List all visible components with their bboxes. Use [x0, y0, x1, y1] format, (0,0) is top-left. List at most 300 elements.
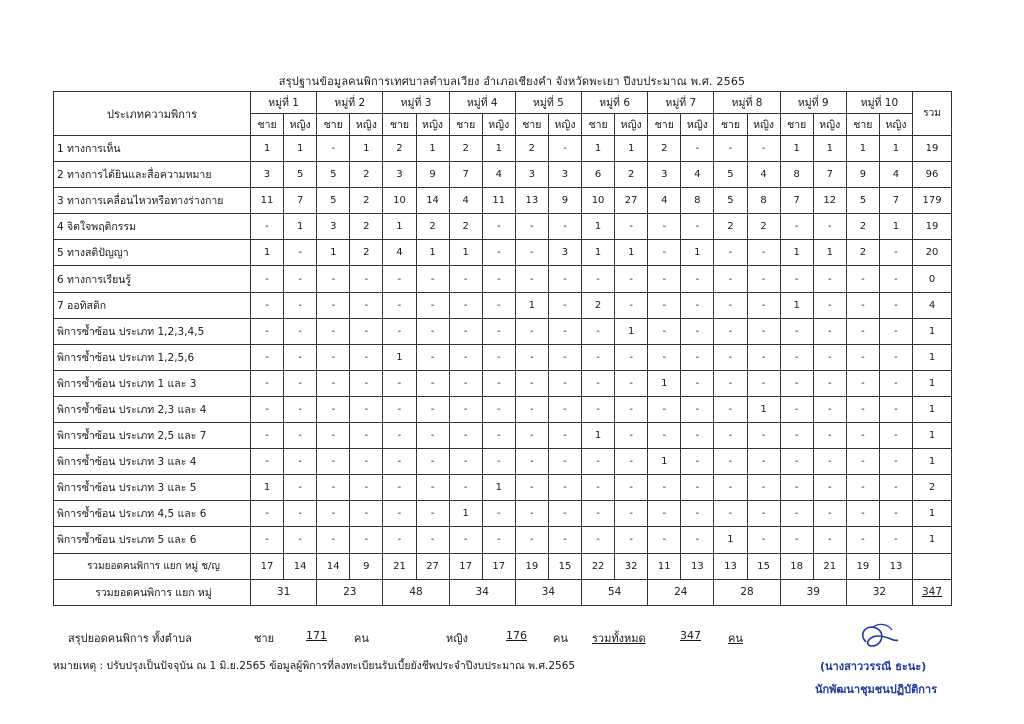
- sum-by-village-cell: 24: [648, 579, 714, 605]
- table-cell: -: [383, 449, 416, 475]
- table-cell: -: [582, 370, 615, 396]
- table-cell: -: [449, 527, 482, 553]
- sum-by-sex-cell: 19: [515, 553, 548, 579]
- table-cell: -: [482, 318, 515, 344]
- row-label: 4 จิตใจพฤติกรรม: [54, 214, 251, 240]
- table-cell: -: [714, 292, 747, 318]
- village-header: หมู่ที่ 4: [449, 92, 515, 114]
- sum-by-sex-cell: 11: [648, 553, 681, 579]
- table-cell: -: [251, 318, 284, 344]
- table-cell: 3: [317, 214, 350, 240]
- sum-by-sex-cell: 32: [615, 553, 648, 579]
- table-cell: -: [879, 240, 912, 266]
- row-label: พิการซ้ำซ้อน ประเภท 2,3 และ 4: [54, 396, 251, 422]
- table-cell: -: [416, 318, 449, 344]
- table-cell: -: [648, 527, 681, 553]
- table-cell: -: [548, 423, 581, 449]
- table-cell: 1: [747, 396, 780, 422]
- table-cell: 2: [350, 214, 383, 240]
- table-cell: -: [681, 344, 714, 370]
- table-cell: -: [648, 396, 681, 422]
- table-cell: -: [482, 370, 515, 396]
- table-cell: -: [648, 318, 681, 344]
- table-cell: -: [548, 396, 581, 422]
- table-cell: -: [813, 423, 846, 449]
- summary-label: สรุปยอดคนพิการ ทั้งตำบล: [68, 632, 192, 645]
- table-cell: -: [681, 318, 714, 344]
- table-cell: 1: [251, 475, 284, 501]
- sum-by-sex-cell: 27: [416, 553, 449, 579]
- signatory-position: นักพัฒนาชุมชนปฏิบัติการ: [815, 683, 938, 696]
- table-cell: -: [681, 475, 714, 501]
- table-cell: -: [317, 501, 350, 527]
- sum-by-sex-cell: 13: [879, 553, 912, 579]
- table-cell: -: [383, 292, 416, 318]
- table-cell: 13: [515, 188, 548, 214]
- row-total: 19: [913, 214, 952, 240]
- sum-by-sex-cell: 15: [747, 553, 780, 579]
- table-cell: -: [648, 240, 681, 266]
- table-cell: -: [548, 214, 581, 240]
- male-header: ชาย: [383, 114, 416, 136]
- table-cell: -: [714, 266, 747, 292]
- table-cell: -: [251, 527, 284, 553]
- table-cell: -: [747, 344, 780, 370]
- sum-by-village-row: [54, 579, 952, 605]
- table-cell: 1: [681, 240, 714, 266]
- table-cell: 3: [515, 162, 548, 188]
- table-row: [54, 266, 952, 292]
- table-cell: -: [350, 449, 383, 475]
- summary-line: [68, 629, 828, 647]
- table-cell: 2: [846, 240, 879, 266]
- table-cell: -: [548, 292, 581, 318]
- table-cell: 2: [416, 214, 449, 240]
- table-cell: 10: [582, 188, 615, 214]
- table-cell: -: [615, 475, 648, 501]
- table-cell: -: [747, 475, 780, 501]
- signatory-name: (นางสาววรรณี ธะนะ): [820, 660, 927, 673]
- table-cell: 2: [846, 214, 879, 240]
- table-cell: -: [383, 370, 416, 396]
- table-cell: -: [482, 423, 515, 449]
- table-cell: -: [813, 318, 846, 344]
- row-label: พิการซ้ำซ้อน ประเภท 2,5 และ 7: [54, 423, 251, 449]
- table-cell: -: [350, 527, 383, 553]
- sum-by-sex-cell: 18: [780, 553, 813, 579]
- table-cell: -: [615, 266, 648, 292]
- table-cell: 2: [449, 136, 482, 162]
- summary-female-label: หญิง: [446, 632, 468, 645]
- table-row: [54, 318, 952, 344]
- table-cell: -: [284, 266, 317, 292]
- table-cell: -: [449, 370, 482, 396]
- sum-by-sex-label: รวมยอดคนพิการ แยก หมู่ ช/ญ: [54, 553, 251, 579]
- row-total: 96: [913, 162, 952, 188]
- table-cell: 3: [251, 162, 284, 188]
- table-cell: -: [615, 449, 648, 475]
- table-cell: -: [251, 214, 284, 240]
- village-header: หมู่ที่ 5: [515, 92, 581, 114]
- row-label: พิการซ้ำซ้อน ประเภท 3 และ 5: [54, 475, 251, 501]
- table-cell: 27: [615, 188, 648, 214]
- table-cell: -: [747, 292, 780, 318]
- table-cell: -: [515, 423, 548, 449]
- table-cell: -: [515, 370, 548, 396]
- row-label: 2 ทางการได้ยินและสื่อความหมาย: [54, 162, 251, 188]
- row-total: 20: [913, 240, 952, 266]
- table-cell: 4: [879, 162, 912, 188]
- table-cell: -: [317, 370, 350, 396]
- table-cell: 1: [383, 344, 416, 370]
- table-cell: -: [284, 501, 317, 527]
- table-cell: 1: [582, 423, 615, 449]
- table-cell: -: [482, 240, 515, 266]
- document-title: สรุปฐานข้อมูลคนพิการเทศบาลตำบลเวียง อำเภอเชียงคำ จังหวัดพะเยา ปีงบประมาณ พ.ศ. 2565: [278, 75, 746, 88]
- village-header: หมู่ที่ 7: [648, 92, 714, 114]
- female-header: หญิง: [350, 114, 383, 136]
- table-row: [54, 501, 952, 527]
- table-cell: -: [681, 370, 714, 396]
- table-cell: -: [515, 266, 548, 292]
- table-cell: -: [681, 214, 714, 240]
- table-cell: -: [449, 266, 482, 292]
- table-cell: -: [416, 449, 449, 475]
- table-cell: -: [582, 344, 615, 370]
- table-cell: -: [879, 527, 912, 553]
- table-cell: -: [350, 292, 383, 318]
- female-header: หญิง: [747, 114, 780, 136]
- table-cell: -: [846, 423, 879, 449]
- table-cell: 1: [879, 136, 912, 162]
- table-cell: 1: [416, 240, 449, 266]
- table-cell: 1: [582, 136, 615, 162]
- table-cell: -: [813, 475, 846, 501]
- table-cell: 11: [251, 188, 284, 214]
- table-cell: 8: [747, 188, 780, 214]
- table-cell: 3: [648, 162, 681, 188]
- sum-by-village-label: รวมยอดคนพิการ แยก หมู่: [54, 579, 251, 605]
- table-cell: -: [416, 527, 449, 553]
- table-cell: -: [681, 136, 714, 162]
- table-cell: -: [615, 344, 648, 370]
- table-cell: -: [813, 396, 846, 422]
- sum-by-village-cell: 34: [515, 579, 581, 605]
- table-cell: -: [449, 396, 482, 422]
- female-header: หญิง: [482, 114, 515, 136]
- table-cell: -: [317, 449, 350, 475]
- table-cell: -: [515, 396, 548, 422]
- table-cell: -: [383, 501, 416, 527]
- summary-total-label: รวมทั้งหมด: [592, 632, 646, 645]
- table-cell: 1: [350, 136, 383, 162]
- row-total: 2: [913, 475, 952, 501]
- disability-table: [53, 91, 952, 606]
- male-header: ชาย: [846, 114, 879, 136]
- table-cell: -: [681, 396, 714, 422]
- table-cell: -: [879, 501, 912, 527]
- table-cell: -: [548, 501, 581, 527]
- table-cell: -: [284, 396, 317, 422]
- table-cell: 4: [681, 162, 714, 188]
- table-cell: -: [648, 423, 681, 449]
- table-cell: 1: [383, 214, 416, 240]
- table-cell: -: [648, 266, 681, 292]
- row-total: 1: [913, 370, 952, 396]
- table-cell: -: [780, 318, 813, 344]
- male-header: ชาย: [449, 114, 482, 136]
- table-cell: -: [548, 318, 581, 344]
- sum-by-village-cell: 32: [846, 579, 912, 605]
- table-cell: -: [515, 318, 548, 344]
- table-cell: -: [813, 449, 846, 475]
- table-row: [54, 162, 952, 188]
- table-cell: -: [813, 501, 846, 527]
- row-total: 1: [913, 318, 952, 344]
- table-cell: -: [681, 266, 714, 292]
- table-cell: -: [482, 501, 515, 527]
- table-cell: 1: [846, 136, 879, 162]
- table-cell: -: [416, 344, 449, 370]
- table-cell: -: [416, 501, 449, 527]
- table-cell: -: [813, 527, 846, 553]
- table-cell: -: [681, 527, 714, 553]
- row-total: 1: [913, 423, 952, 449]
- table-cell: -: [879, 475, 912, 501]
- village-header: หมู่ที่ 1: [251, 92, 317, 114]
- table-cell: -: [747, 318, 780, 344]
- sum-by-sex-cell: 13: [714, 553, 747, 579]
- table-cell: -: [747, 136, 780, 162]
- table-cell: 2: [350, 162, 383, 188]
- table-cell: -: [482, 449, 515, 475]
- table-cell: -: [780, 214, 813, 240]
- table-cell: -: [813, 344, 846, 370]
- table-cell: -: [582, 501, 615, 527]
- table-cell: -: [846, 292, 879, 318]
- table-cell: -: [681, 501, 714, 527]
- table-cell: -: [350, 396, 383, 422]
- table-cell: 1: [515, 292, 548, 318]
- table-row: [54, 240, 952, 266]
- table-cell: 1: [251, 240, 284, 266]
- row-total: 1: [913, 449, 952, 475]
- male-header: ชาย: [515, 114, 548, 136]
- table-cell: -: [515, 475, 548, 501]
- table-cell: 1: [780, 240, 813, 266]
- table-cell: -: [648, 292, 681, 318]
- table-cell: 2: [449, 214, 482, 240]
- table-cell: 5: [284, 162, 317, 188]
- table-cell: 9: [416, 162, 449, 188]
- table-cell: -: [615, 214, 648, 240]
- table-cell: -: [747, 266, 780, 292]
- table-cell: -: [251, 370, 284, 396]
- table-cell: -: [714, 475, 747, 501]
- table-cell: -: [780, 449, 813, 475]
- table-cell: -: [251, 266, 284, 292]
- table-cell: 4: [449, 188, 482, 214]
- sum-by-village-cell: 34: [449, 579, 515, 605]
- table-cell: -: [251, 396, 284, 422]
- table-cell: 2: [747, 214, 780, 240]
- table-cell: -: [615, 527, 648, 553]
- table-cell: -: [747, 449, 780, 475]
- female-header: หญิง: [284, 114, 317, 136]
- table-row: [54, 396, 952, 422]
- table-cell: -: [714, 344, 747, 370]
- table-cell: -: [482, 396, 515, 422]
- table-cell: 2: [648, 136, 681, 162]
- table-cell: 1: [251, 136, 284, 162]
- sum-by-sex-cell: 15: [548, 553, 581, 579]
- table-cell: -: [251, 449, 284, 475]
- table-row: [54, 527, 952, 553]
- table-cell: -: [846, 344, 879, 370]
- male-header: ชาย: [582, 114, 615, 136]
- table-cell: -: [747, 501, 780, 527]
- table-cell: -: [714, 501, 747, 527]
- table-cell: -: [251, 344, 284, 370]
- sum-by-sex-cell: 14: [317, 553, 350, 579]
- table-cell: -: [714, 396, 747, 422]
- male-header: ชาย: [714, 114, 747, 136]
- table-cell: 4: [383, 240, 416, 266]
- table-cell: 1: [449, 240, 482, 266]
- sum-by-sex-cell: 13: [681, 553, 714, 579]
- table-cell: -: [780, 423, 813, 449]
- table-cell: -: [284, 292, 317, 318]
- table-cell: -: [548, 136, 581, 162]
- table-cell: -: [681, 292, 714, 318]
- table-cell: -: [284, 475, 317, 501]
- table-cell: 4: [482, 162, 515, 188]
- category-header: ประเภทความพิการ: [54, 92, 251, 136]
- table-cell: 3: [383, 162, 416, 188]
- sum-by-village-cell: 48: [383, 579, 449, 605]
- table-cell: -: [350, 344, 383, 370]
- sum-by-village-cell: 23: [317, 579, 383, 605]
- table-cell: -: [714, 240, 747, 266]
- table-cell: -: [284, 449, 317, 475]
- village-header: หมู่ที่ 10: [846, 92, 912, 114]
- table-cell: 7: [780, 188, 813, 214]
- summary-male-count: 171: [306, 629, 327, 642]
- female-header: หญิง: [548, 114, 581, 136]
- table-cell: -: [714, 318, 747, 344]
- table-cell: -: [383, 396, 416, 422]
- table-cell: -: [284, 423, 317, 449]
- table-cell: -: [582, 318, 615, 344]
- table-cell: -: [813, 370, 846, 396]
- table-cell: -: [879, 396, 912, 422]
- sum-by-sex-cell: 21: [383, 553, 416, 579]
- row-label: 5 ทางสติปัญญา: [54, 240, 251, 266]
- table-cell: -: [383, 475, 416, 501]
- table-cell: -: [317, 136, 350, 162]
- sum-by-village-cell: 54: [582, 579, 648, 605]
- table-cell: 5: [714, 188, 747, 214]
- table-cell: -: [846, 475, 879, 501]
- table-cell: -: [813, 266, 846, 292]
- table-cell: 2: [350, 188, 383, 214]
- row-total: 1: [913, 527, 952, 553]
- table-cell: -: [284, 344, 317, 370]
- sum-by-village-cell: 31: [251, 579, 317, 605]
- table-cell: -: [515, 214, 548, 240]
- table-cell: -: [813, 214, 846, 240]
- table-cell: -: [482, 527, 515, 553]
- summary-total-count: 347: [680, 629, 701, 642]
- table-cell: -: [582, 449, 615, 475]
- table-cell: -: [846, 449, 879, 475]
- table-cell: -: [449, 292, 482, 318]
- table-cell: -: [548, 449, 581, 475]
- total-header: รวม: [913, 92, 952, 136]
- table-cell: -: [284, 240, 317, 266]
- table-cell: -: [449, 344, 482, 370]
- male-header: ชาย: [251, 114, 284, 136]
- table-cell: -: [681, 449, 714, 475]
- summary-unit: คน: [354, 632, 369, 645]
- male-header: ชาย: [317, 114, 350, 136]
- table-cell: -: [615, 501, 648, 527]
- table-cell: 7: [879, 188, 912, 214]
- table-cell: 1: [780, 136, 813, 162]
- female-header: หญิง: [879, 114, 912, 136]
- row-label: 7 ออทิสติก: [54, 292, 251, 318]
- table-cell: 1: [615, 136, 648, 162]
- table-cell: 7: [813, 162, 846, 188]
- table-cell: -: [846, 318, 879, 344]
- village-header: หมู่ที่ 8: [714, 92, 780, 114]
- table-row: [54, 188, 952, 214]
- village-header: หมู่ที่ 6: [582, 92, 648, 114]
- table-cell: 1: [648, 370, 681, 396]
- table-cell: 2: [515, 136, 548, 162]
- sum-by-sex-cell: 17: [449, 553, 482, 579]
- note: หมายเหตุ : ปรับปรุงเป็นปัจจุบัน ณ 1 มิ.ย.2565 ข้อมูลผู้พิการที่ลงทะเบียนรับเบี้ยยังชีพประจำปีงบประมาณ พ.ศ.2565: [53, 660, 576, 672]
- table-cell: -: [879, 318, 912, 344]
- table-cell: -: [284, 527, 317, 553]
- table-cell: -: [548, 527, 581, 553]
- table-cell: 3: [548, 240, 581, 266]
- row-label: 1 ทางการเห็น: [54, 136, 251, 162]
- table-cell: -: [515, 501, 548, 527]
- summary-female-count: 176: [506, 629, 527, 642]
- table-cell: -: [317, 527, 350, 553]
- table-cell: -: [615, 370, 648, 396]
- table-cell: -: [317, 423, 350, 449]
- table-cell: -: [780, 344, 813, 370]
- table-cell: -: [615, 396, 648, 422]
- female-header: หญิง: [681, 114, 714, 136]
- table-cell: -: [482, 214, 515, 240]
- table-cell: -: [350, 475, 383, 501]
- table-cell: -: [449, 423, 482, 449]
- table-cell: -: [482, 292, 515, 318]
- table-cell: 5: [846, 188, 879, 214]
- sum-by-sex-cell: 17: [482, 553, 515, 579]
- sum-by-sex-cell: 19: [846, 553, 879, 579]
- table-cell: 1: [714, 527, 747, 553]
- signature-scribble: [852, 620, 902, 660]
- table-cell: 2: [714, 214, 747, 240]
- table-cell: -: [515, 527, 548, 553]
- summary-unit-2: คน: [553, 632, 568, 645]
- table-cell: -: [780, 501, 813, 527]
- table-cell: -: [515, 240, 548, 266]
